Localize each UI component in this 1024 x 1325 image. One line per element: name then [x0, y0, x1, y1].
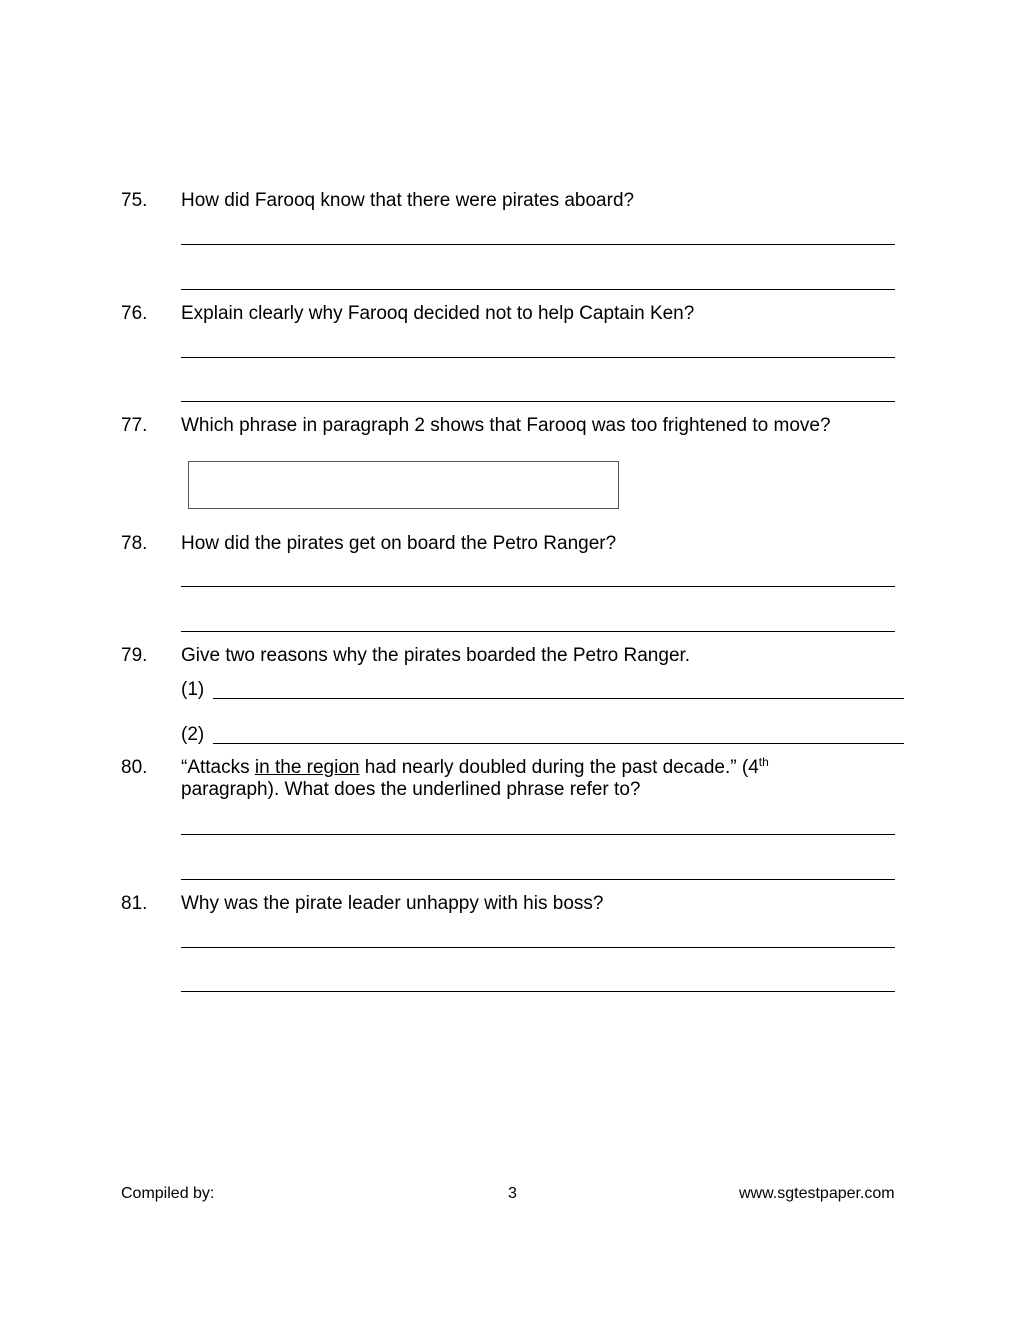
answer-line[interactable]: [181, 586, 895, 587]
superscript: th: [758, 755, 769, 769]
answer-line[interactable]: [213, 743, 904, 744]
question-number: 81.: [121, 893, 148, 914]
page-number: 3: [508, 1185, 517, 1202]
question-text: “Attacks in the region had nearly doubled during the past decade.” (4th paragraph). What does the underlined phrase refer to?: [181, 755, 769, 800]
underlined-phrase: in the region: [254, 757, 360, 778]
footer-website: www.sgtestpaper.com: [739, 1185, 895, 1202]
answer-line[interactable]: [213, 698, 904, 699]
question-text: Which phrase in paragraph 2 shows that Farooq was too frightened to move?: [181, 415, 831, 436]
footer-compiled-by: Compiled by:: [121, 1185, 215, 1202]
question-number: 80.: [121, 757, 148, 778]
answer-line[interactable]: [181, 879, 895, 880]
answer-line[interactable]: [181, 244, 895, 245]
question-number: 76.: [121, 303, 148, 324]
answer-line[interactable]: [181, 289, 895, 290]
answer-line[interactable]: [181, 834, 895, 835]
answer-line[interactable]: [181, 631, 895, 632]
answer-box[interactable]: [188, 461, 619, 509]
question-text: Give two reasons why the pirates boarded the Petro Ranger.: [181, 645, 691, 666]
answer-line[interactable]: [181, 401, 895, 402]
question-number: 77.: [121, 415, 148, 436]
question-text: How did Farooq know that there were pirates aboard?: [181, 190, 635, 211]
sub-answer-label: (1): [181, 679, 205, 700]
question-number: 78.: [121, 533, 148, 554]
question-number: 79.: [121, 645, 148, 666]
sub-answer-label: (2): [181, 724, 205, 745]
question-text: Why was the pirate leader unhappy with his boss?: [181, 893, 604, 914]
question-text: Explain clearly why Farooq decided not to help Captain Ken?: [181, 303, 695, 324]
question-number: 75.: [121, 190, 148, 211]
answer-line[interactable]: [181, 357, 895, 358]
answer-line[interactable]: [181, 947, 895, 948]
answer-line[interactable]: [181, 991, 895, 992]
question-text: How did the pirates get on board the Petro Ranger?: [181, 533, 617, 554]
